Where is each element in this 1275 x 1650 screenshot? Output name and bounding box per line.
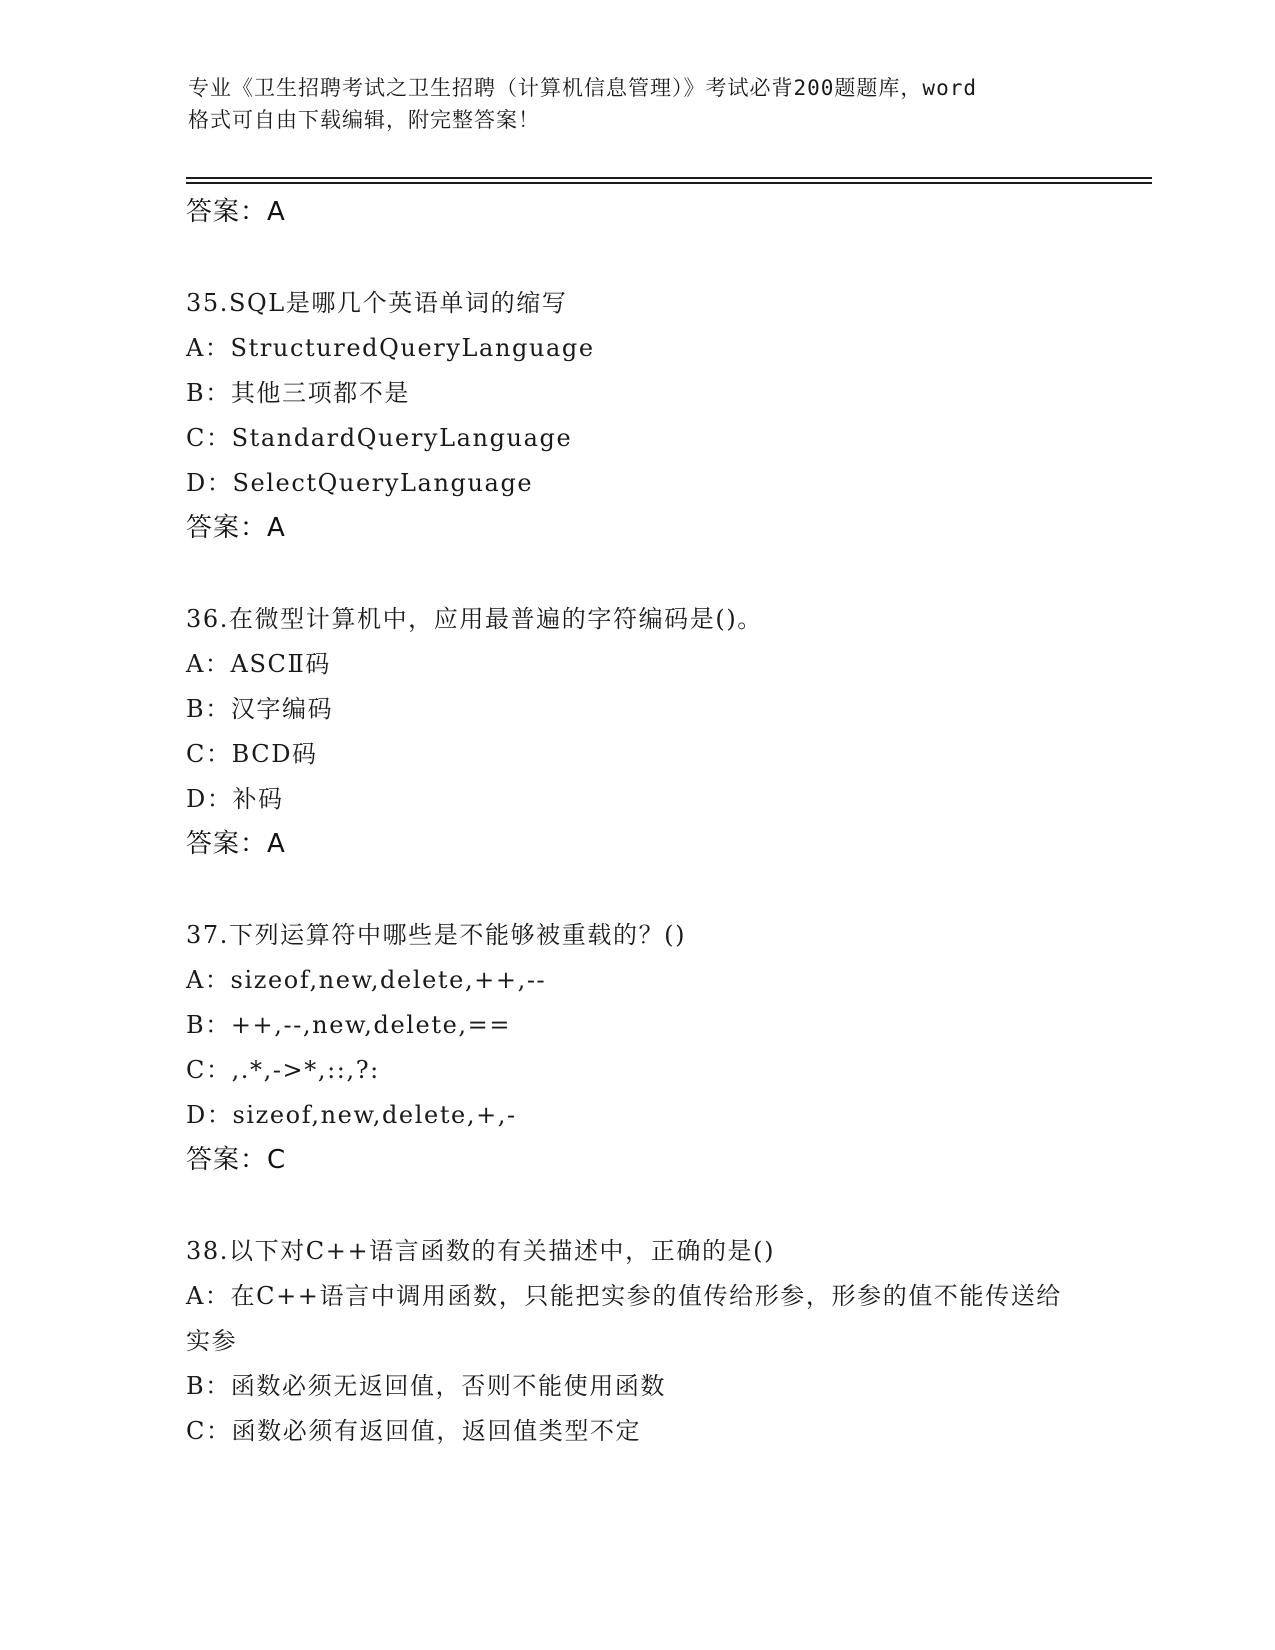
option-a: A：在C++语言中调用函数，只能把实参的值传给形参，形参的值不能传送给实参 <box>186 1282 1062 1355</box>
question-stem: 37.下列运算符中哪些是不能够被重载的？() <box>186 921 687 949</box>
question-list <box>186 190 1086 1454</box>
option-c: C：StandardQueryLanguage <box>186 424 573 452</box>
answer: 答案：A <box>186 513 286 543</box>
question-stem: 35.SQL是哪几个英语单词的缩写 <box>186 289 568 317</box>
question-35 <box>186 281 1086 551</box>
question-36 <box>186 597 1086 867</box>
option-a: A：StructuredQueryLanguage <box>186 334 595 362</box>
answer: 答案：A <box>186 829 286 859</box>
previous-answer: 答案：A <box>186 197 286 227</box>
document-header <box>188 72 1088 136</box>
option-b: B：++,--,new,delete,== <box>186 1011 512 1039</box>
option-d: D：补码 <box>186 785 284 813</box>
option-c: C：,.*,->*,::,?: <box>186 1056 380 1084</box>
option-c: C：BCD码 <box>186 740 318 768</box>
option-d: D：SelectQueryLanguage <box>186 469 534 497</box>
option-b: B：其他三项都不是 <box>186 379 411 407</box>
option-c: C：函数必须有返回值，返回值类型不定 <box>186 1417 642 1445</box>
question-stem: 36.在微型计算机中，应用最普遍的字符编码是()。 <box>186 605 763 633</box>
option-d: D：sizeof,new,delete,+,- <box>186 1101 517 1129</box>
header-rule-bottom <box>186 182 1152 184</box>
header-line-2: 格式可自由下载编辑，附完整答案！ <box>188 108 540 132</box>
answer: 答案：C <box>186 1145 287 1175</box>
option-b: B：汉字编码 <box>186 695 334 723</box>
option-b: B：函数必须无返回值，否则不能使用函数 <box>186 1372 667 1400</box>
question-38 <box>186 1229 1086 1454</box>
question-37 <box>186 913 1086 1183</box>
header-rule-top <box>186 177 1152 179</box>
option-a: A：sizeof,new,delete,++,-- <box>186 966 547 994</box>
question-stem: 38.以下对C++语言函数的有关描述中，正确的是() <box>186 1237 776 1265</box>
header-line-1: 专业《卫生招聘考试之卫生招聘（计算机信息管理）》考试必背200题题库，word <box>188 76 977 100</box>
option-a: A：ASCⅡ码 <box>186 650 331 678</box>
